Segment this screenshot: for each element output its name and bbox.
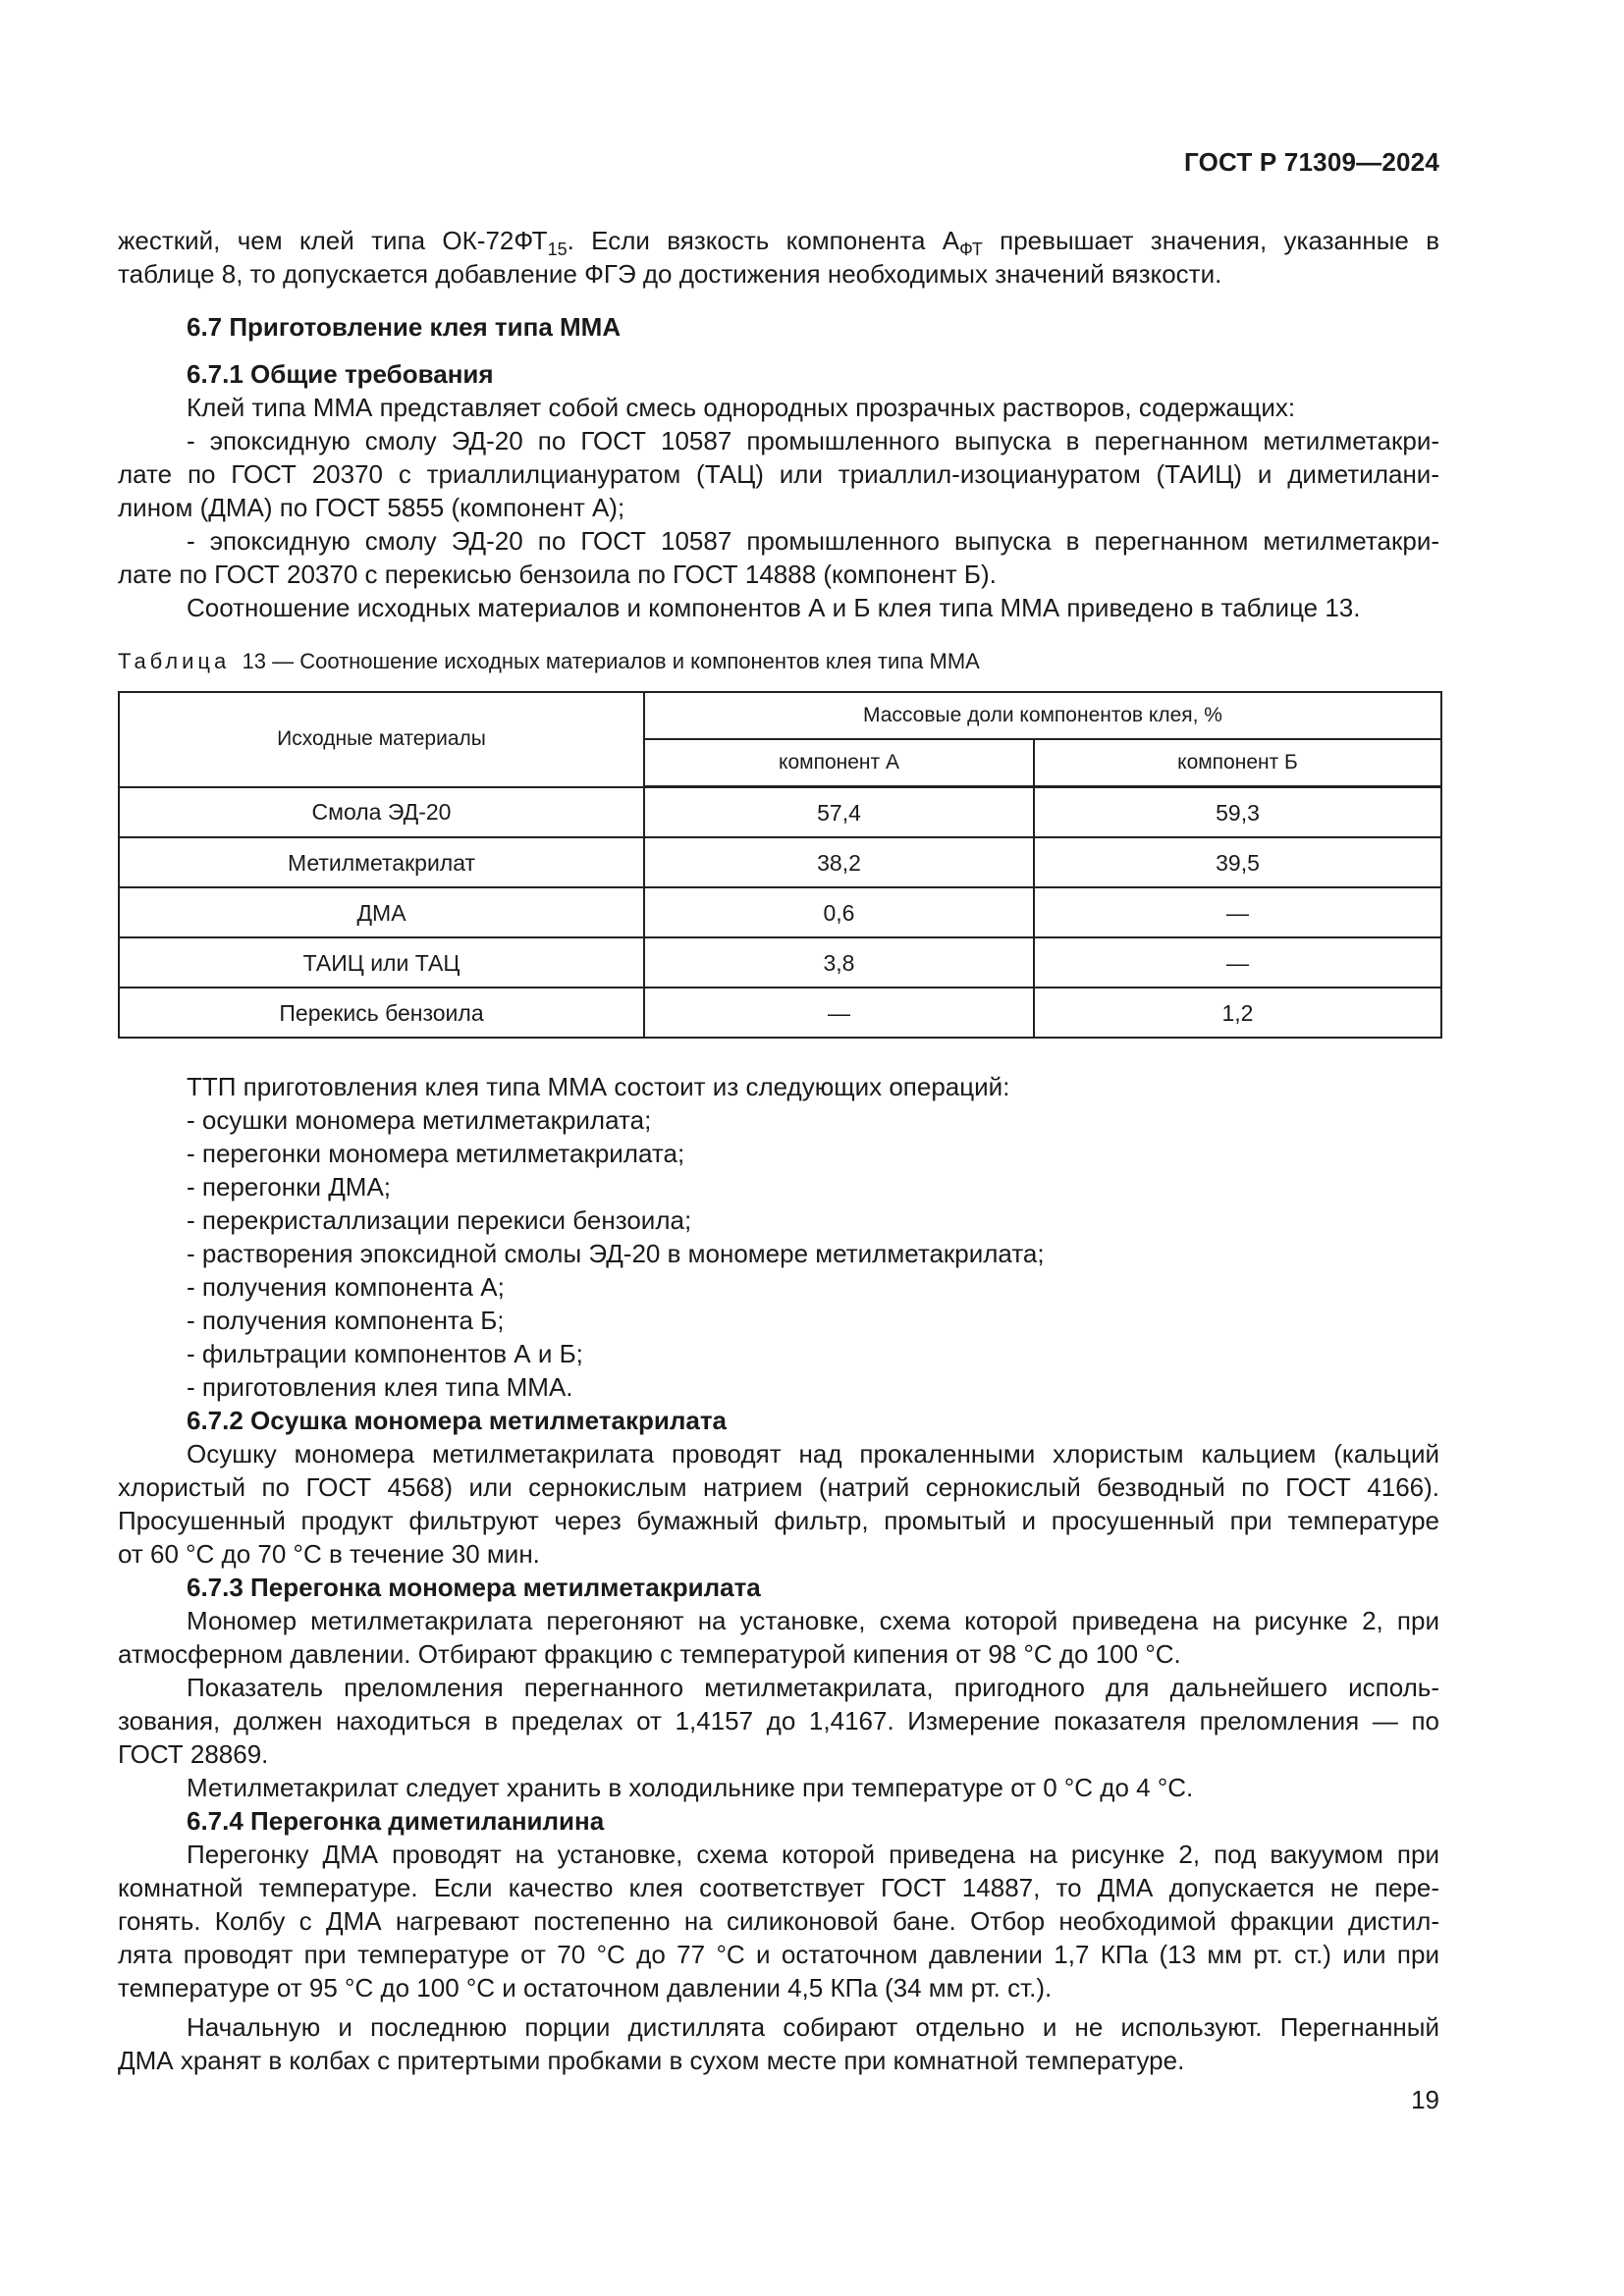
list-item: - приготовления клея типа ММА. (187, 1372, 573, 1402)
header-component-a: компонент А (644, 739, 1034, 787)
text-line: Перегонку ДМА проводят на установке, схема которой приведена на рисунке 2, под вакуумом при (187, 1840, 1439, 1869)
text-line: лята проводят при температуре от 70 °С до 77 °С и остаточном давлении 1,7 КПа (13 мм рт. ст.) или при (118, 1940, 1439, 1969)
text-line: жесткий, чем клей типа $ОК-72ФТ_{15}$. Если вязкость компонента $А_{ФТ}$ превышает значения, указанные в (118, 226, 1440, 259)
intro-paragraph (118, 224, 1439, 291)
table-row (119, 787, 1441, 838)
list-item: - перегонки мономера метилметакрилата; (187, 1139, 685, 1168)
text-line: - эпоксидную смолу ЭД-20 по ГОСТ 10587 промышленного выпуска в перегнанном метилметакри- (187, 426, 1439, 455)
list-item: - получения компонента А; (187, 1272, 505, 1302)
section-6-7-1-text (118, 391, 1439, 624)
list-item: - осушки мономера метилметакрилата; (187, 1105, 652, 1135)
text-line: ГОСТ 28869. (118, 1739, 269, 1769)
text-line: Начальную и последнюю порции дистиллята собирают отдельно и не используют. Перегнанный (187, 2012, 1439, 2042)
text-line: Осушку мономера метилметакрилата проводят над прокаленными хлористым кальцием (кальций (187, 1439, 1439, 1468)
text-line: гонять. Колбу с ДМА нагревают постепенно на силиконовой бане. Отбор необходимой фракции дистил- (118, 1906, 1439, 1936)
text-line: лате по ГОСТ 20370 с триаллилциануратом (ТАЦ) или триаллил-изоциануратом (ТАИЦ) и диметилани- (118, 459, 1439, 489)
text-line: температуре от 95 °С до 100 °С и остаточном давлении 4,5 КПа (34 мм рт. ст.). (118, 1973, 1053, 2002)
table-row (119, 988, 1441, 1038)
text-line: хлористый по ГОСТ 4568) или сернокислым натрием (натрий сернокислый безводный по ГОСТ 4166). (118, 1472, 1439, 1502)
text-line: Мономер метилметакрилата перегоняют на установке, схема которой приведена на рисунке 2, при (187, 1606, 1439, 1635)
text-line: зования, должен находиться в пределах от 1,4157 до 1,4167. Измерение показателя преломления — по (118, 1706, 1439, 1735)
page-number: 19 (1411, 2085, 1439, 2114)
document-body (118, 224, 1439, 2077)
text-line: лате по ГОСТ 20370 с перекисью бензоила по ГОСТ 14888 (компонент Б). (118, 560, 997, 589)
list-item: - фильтрации компонентов А и Б; (187, 1339, 583, 1368)
section-heading-6-7-1: 6.7.1 Общие требования (187, 359, 494, 389)
list-item: - перегонки ДМА; (187, 1172, 392, 1201)
text-line: таблице 8, то допускается добавление ФГЭ до достижения необходимых значений вязкости. (118, 259, 1222, 289)
text-line: от 60 °С до 70 °С в течение 30 мин. (118, 1539, 540, 1569)
cell-component-b: 39,5 (1034, 837, 1441, 887)
list-intro: ТТП приготовления клея типа ММА состоит из следующих операций: (187, 1072, 1010, 1101)
section-heading-6-7-3: 6.7.3 Перегонка мономера метилметакрилата (187, 1573, 761, 1602)
text-line: Соотношение исходных материалов и компонентов А и Б клея типа ММА приведено в таблице 13. (187, 593, 1361, 622)
text-line: - эпоксидную смолу ЭД-20 по ГОСТ 10587 промышленного выпуска в перегнанном метилметакри- (187, 526, 1439, 556)
table-row (119, 887, 1441, 937)
text-line: Просушенный продукт фильтруют через бумажный фильтр, промытый и просушенный при температуре (118, 1506, 1439, 1535)
section-6-7-3-text (118, 1604, 1439, 1804)
header-mass-fractions: Массовые доли компонентов клея, % (644, 692, 1441, 739)
cell-material: Метилметакрилат (119, 837, 644, 887)
table-caption: Таблица 13 — Соотношение исходных материалов и компонентов клея типа ММА (118, 649, 980, 673)
header-component-b: компонент Б (1034, 739, 1441, 787)
section-6-7-4-text (118, 1838, 1439, 2077)
table-row (119, 837, 1441, 887)
table-row (119, 937, 1441, 988)
text-line: ДМА хранят в колбах с притертыми пробками в сухом месте при комнатной температуре. (118, 2046, 1185, 2075)
cell-component-b: — (1034, 887, 1441, 937)
cell-component-b: — (1034, 937, 1441, 988)
cell-component-b: 59,3 (1034, 787, 1441, 838)
ttp-operations-list (118, 1070, 1439, 1404)
list-item: - растворения эпоксидной смолы ЭД-20 в мономере метилметакрилата; (187, 1239, 1045, 1268)
cell-material: Перекись бензоила (119, 988, 644, 1038)
text-line: лином (ДМА) по ГОСТ 5855 (компонент А); (118, 493, 625, 522)
table-13 (118, 691, 1442, 1039)
section-heading-6-7-2: 6.7.2 Осушка мономера метилметакрилата (187, 1406, 728, 1435)
cell-material: ТАИЦ или ТАЦ (119, 937, 644, 988)
cell-component-a: 38,2 (644, 837, 1034, 887)
cell-component-a: — (644, 988, 1034, 1038)
document-page (118, 0, 1439, 2296)
cell-material: Смола ЭД-20 (119, 787, 644, 838)
text-line: атмосферном давлении. Отбирают фракцию с температурой кипения от 98 °С до 100 °С. (118, 1639, 1181, 1669)
text-line: Показатель преломления перегнанного метилметакрилата, пригодного для дальнейшего исполь- (187, 1673, 1439, 1702)
text-line: Метилметакрилат следует хранить в холодильнике при температуре от 0 °С до 4 °С. (187, 1773, 1194, 1802)
cell-component-b: 1,2 (1034, 988, 1441, 1038)
text-line: Клей типа ММА представляет собой смесь однородных прозрачных растворов, содержащих: (187, 393, 1296, 422)
list-item: - перекристаллизации перекиси бензоила; (187, 1205, 692, 1235)
section-heading-6-7-4: 6.7.4 Перегонка диметиланилина (187, 1806, 605, 1836)
list-item: - получения компонента Б; (187, 1306, 505, 1335)
section-6-7-2-text (118, 1437, 1439, 1571)
header-materials: Исходные материалы (119, 692, 644, 787)
section-heading-6-7: 6.7 Приготовление клея типа ММА (187, 312, 622, 342)
table-header-row (119, 692, 1441, 739)
cell-material: ДМА (119, 887, 644, 937)
cell-component-a: 3,8 (644, 937, 1034, 988)
cell-component-a: 0,6 (644, 887, 1034, 937)
text-line: комнатной температуре. Если качество клея соответствует ГОСТ 14887, то ДМА допускается не пере- (118, 1873, 1439, 1902)
document-header: ГОСТ Р 71309—2024 (1184, 147, 1439, 177)
cell-component-a: 57,4 (644, 787, 1034, 838)
